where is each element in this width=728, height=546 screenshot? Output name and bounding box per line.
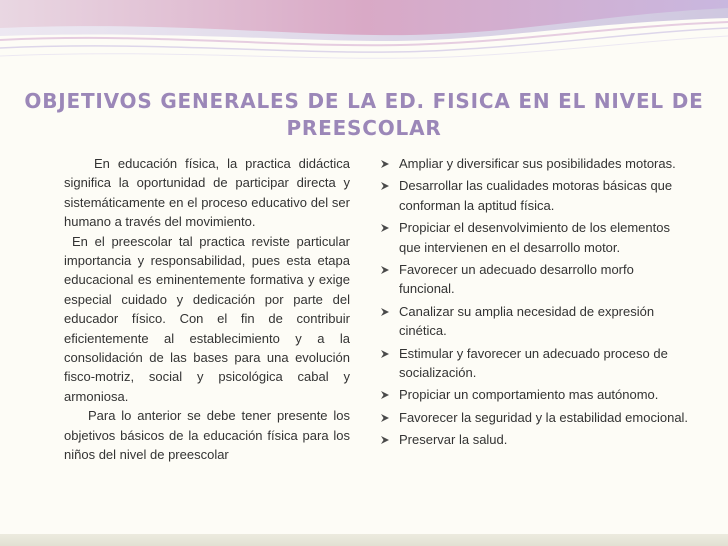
objective-text: Estimular y favorecer un adecuado proceso de socialización. [399,345,668,381]
list-item [378,430,690,449]
arrow-bullet-icon [380,349,390,359]
intro-paragraph: En el preescolar tal practica reviste particular importancia y responsabilidad, pues esta etapa educacional es eminentemente formativa y exige especial cuidado y dedicación por parte del educador físico. Con el fin de contribuir eficientemente al establecimiento y a la consolidación de las bases para una evolución fisco-motriz, social y psicológica cabal y armoniosa. [64,233,350,404]
list-item [378,344,690,383]
arrow-bullet-icon [380,307,390,317]
slide-title: OBJETIVOS GENERALES DE LA ED. FISICA EN EL NIVEL DE PREESCOLAR [24,89,704,140]
objective-text: Favorecer un adecuado desarrollo morfo funcional. [399,262,634,297]
intro-text-column [64,154,350,465]
arrow-bullet-icon [380,223,390,233]
list-item [378,218,690,257]
arrow-bullet-icon [380,181,390,191]
arrow-bullet-icon [380,390,390,400]
bottom-band [0,534,728,546]
list-item [378,176,690,215]
list-item [378,408,690,427]
list-item [378,302,690,341]
objective-text: Ampliar y diversificar sus posibilidades motoras. [399,156,676,171]
decorative-wave-banner [0,0,728,70]
list-item [378,385,690,404]
intro-paragraph: Para lo anterior se debe tener presente los objetivos básicos de la educación física para los niños del nivel de preescolar [64,408,350,463]
objectives-list [378,154,690,450]
objectives-column [378,154,690,453]
arrow-bullet-icon [380,435,390,445]
objective-text: Preservar la salud. [399,432,508,448]
arrow-bullet-icon [380,159,390,169]
objective-text: Propiciar el desenvolvimiento de los elementos que intervienen en el desarrollo motor. [399,220,670,255]
arrow-bullet-icon [380,265,390,275]
list-item [378,260,690,299]
list-item [378,154,690,173]
intro-paragraph: En educación física, la practica didáctica significa la oportunidad de participar directa y sistemáticamente en el proceso educativo del ser humano a través del movimiento. [64,156,350,230]
objective-text: Favorecer la seguridad y la estabilidad emocional. [399,409,689,425]
objective-text: Propiciar un comportamiento mas autónomo. [399,387,659,403]
objective-text: Desarrollar las cualidades motoras básicas que conforman la aptitud física. [399,178,673,213]
arrow-bullet-icon [380,413,390,423]
objective-text: Canalizar su amplia necesidad de expresión cinética. [399,303,655,339]
